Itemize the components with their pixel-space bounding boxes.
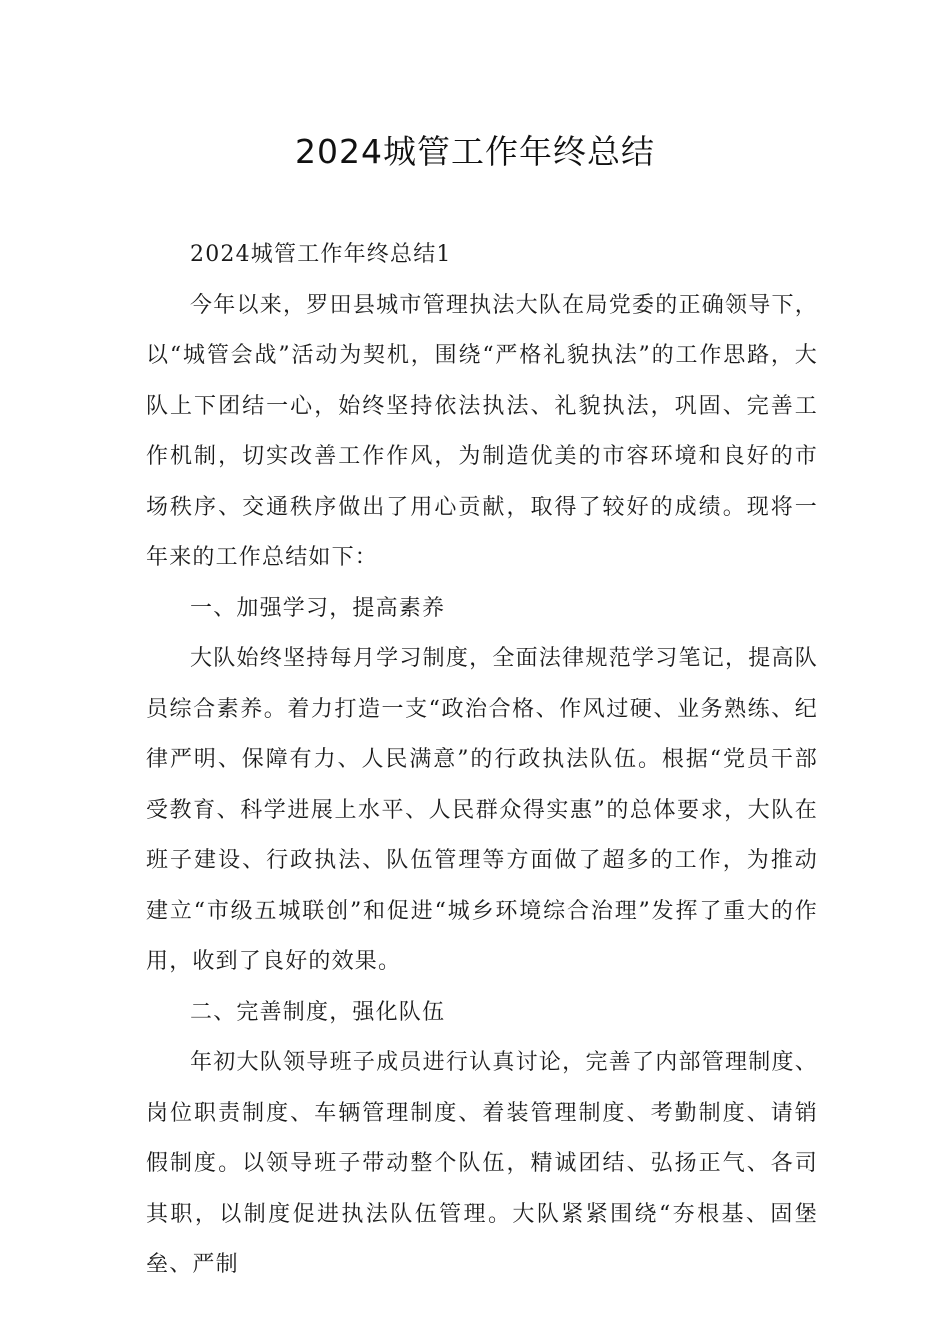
document-title: 2024城管工作年终总结 [295,132,655,171]
body-paragraph: 年初大队领导班子成员进行认真讨论，完善了内部管理制度、岗位职责制度、车辆管理制度、着装管理制度、考勤制度、请销假制度。以领导班子带动整个队伍，精诚团结、弘扬正气、各司其职，以制度促进执法队伍管理。大队紧紧围绕“夯根基、固堡垒、严制 [146,1050,818,1277]
section-heading: 一、加强学习，提高素养 [190,595,446,621]
document-body [146,230,818,1291]
section-heading: 2024城管工作年终总结1 [190,242,452,267]
body-paragraph: 大队始终坚持每月学习制度，全面法律规范学习笔记，提高队员综合素养。着力打造一支“政治合格、作风过硬、业务熟练、纪律严明、保障有力、人民满意”的行政执法队伍。根据“党员干部受教育、科学进展上水平、人民群众得实惠”的总体要求，大队在班子建设、行政执法、队伍管理等方面做了超多的工作，为推动建立“市级五城联创”和促进“城乡环境综合治理”发挥了重大的作用，收到了良好的效果。 [146,646,818,974]
section-heading: 二、完善制度，强化队伍 [190,999,446,1025]
body-paragraph: 今年以来，罗田县城市管理执法大队在局党委的正确领导下，以“城管会战”活动为契机，围绕“严格礼貌执法”的工作思路，大队上下团结一心，始终坚持依法执法、礼貌执法，巩固、完善工作机制，切实改善工作作风，为制造优美的市容环境和良好的市场秩序、交通秩序做出了用心贡献，取得了较好的成绩。现将一年来的工作总结如下： [146,292,818,570]
